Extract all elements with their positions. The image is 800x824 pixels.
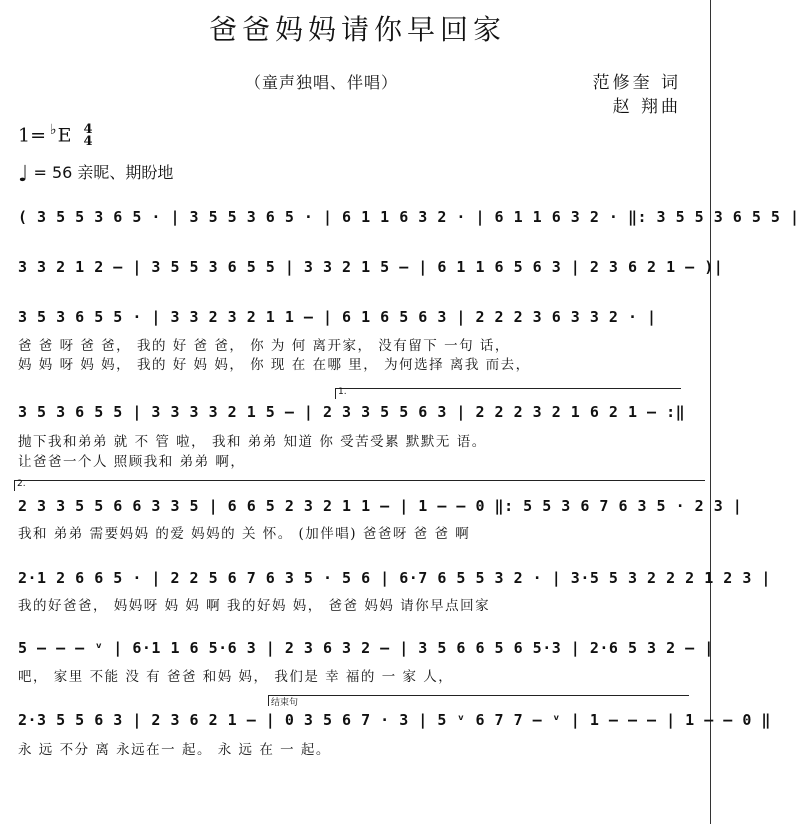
page-right-edge [710,0,711,824]
time-signature-top: 4 [83,122,93,138]
tempo-marking [18,160,173,187]
score-line-5: 2 3 3 5 5 6 6 3 3 5 | 6 6 5 2 3 2 1 1 – | 1 – – 0 ‖: 5 5 3 6 7 6 3 5 · 2 3 | [18,497,743,515]
score-line-7: 5 – – – ᵛ | 6·1 1 6 5·6 3 | 2 3 6 3 2 – | 3 5 6 6 5 6 5·3 | 2·6 5 3 2 – | [18,639,714,657]
lyric-line-5: 我和 弟弟 需要妈妈 的爱 妈妈的 关 怀。 (加伴唱) 爸爸呀 爸 爸 啊 [18,526,471,542]
lyric-line-8: 永 远 不分 离 永远在一 起。 永 远 在 一 起。 [18,742,331,758]
lyric-line-4b: 让爸爸一个人 照顾我和 弟弟 啊， [18,454,246,470]
volta-label-1: 1. [338,387,347,397]
score-line-8: 2·3 5 5 6 3 | 2 3 6 2 1 – | 0 3 5 6 7 · 3 | 5 ᵛ 6 7 7 – ᵛ | 1 – – – | 1 – – 0 ‖ [18,711,771,729]
score-line-2: 3 3 2 1 2 – | 3 5 5 3 6 5 5 | 3 3 2 1 5 – | 6 1 1 6 5 6 3 | 2 3 6 2 1 – )| [18,258,724,276]
lyric-line-7: 吧， 家里 不能 没 有 爸爸 和妈 妈， 我们是 幸 福的 一 家 人， [18,669,454,685]
key-tonic: E [57,124,72,147]
time-signature [84,124,93,148]
lyric-line-3a: 爸 爸 呀 爸 爸， 我的 好 爸 爸， 你 为 何 离开家， 没有留下 一句 话， [18,338,510,354]
tempo-text: = 56 亲昵、期盼地 [33,163,174,182]
song-title: 爸爸妈妈请你早回家 [208,13,506,46]
flat-sign: ♭ [50,122,57,138]
composer-credit: 赵 翔曲 [612,97,681,117]
score-line-1: ( 3 5 5 3 6 5 · | 3 5 5 3 6 5 · | 6 1 1 6 3 2 · | 6 1 1 6 3 2 · ‖: 3 5 5 3 6 5 5 | [18,208,800,226]
time-signature-bottom: 4 [83,134,93,150]
lyricist-credit: 范修奎 词 [592,73,681,93]
lyric-line-4a: 抛下我和弟弟 就 不 管 啦， 我和 弟弟 知道 你 受苦受累 默默无 语。 [18,434,487,450]
key-label: 1= [18,124,47,147]
song-subtitle: （童声独唱、伴唱） [245,73,399,92]
score-line-3: 3 5 3 6 5 5 · | 3 3 2 3 2 1 1 – | 6 1 6 5 6 3 | 2 2 2 3 6 3 3 2 · | [18,308,657,326]
key-signature [18,122,93,148]
score-line-6: 2·1 2 6 6 5 · | 2 2 5 6 7 6 3 5 · 5 6 | 6·7 6 5 5 3 2 · | 3·5 5 3 2 2 2 1 2 3 | [18,569,771,587]
end-phrase-bracket [268,695,689,706]
volta-label-2: 2. [17,479,26,489]
lyric-line-6: 我的好爸爸， 妈妈呀 妈 妈 啊 我的好妈 妈， 爸爸 妈妈 请你早点回家 [18,598,491,614]
volta-bracket-1 [335,388,681,399]
quarter-note-icon: ♩ [18,162,29,187]
score-line-4: 3 5 3 6 5 5 | 3 3 3 3 2 1 5 – | 2 3 3 5 5 6 3 | 2 2 2 3 2 1 6 2 1 – :‖ [18,403,686,421]
lyric-line-3b: 妈 妈 呀 妈 妈， 我的 好 妈 妈， 你 现 在 在哪 里， 为何选择 离我 而去， [18,357,531,373]
volta-bracket-2 [14,480,705,491]
end-phrase-label: 结束句 [271,698,299,708]
